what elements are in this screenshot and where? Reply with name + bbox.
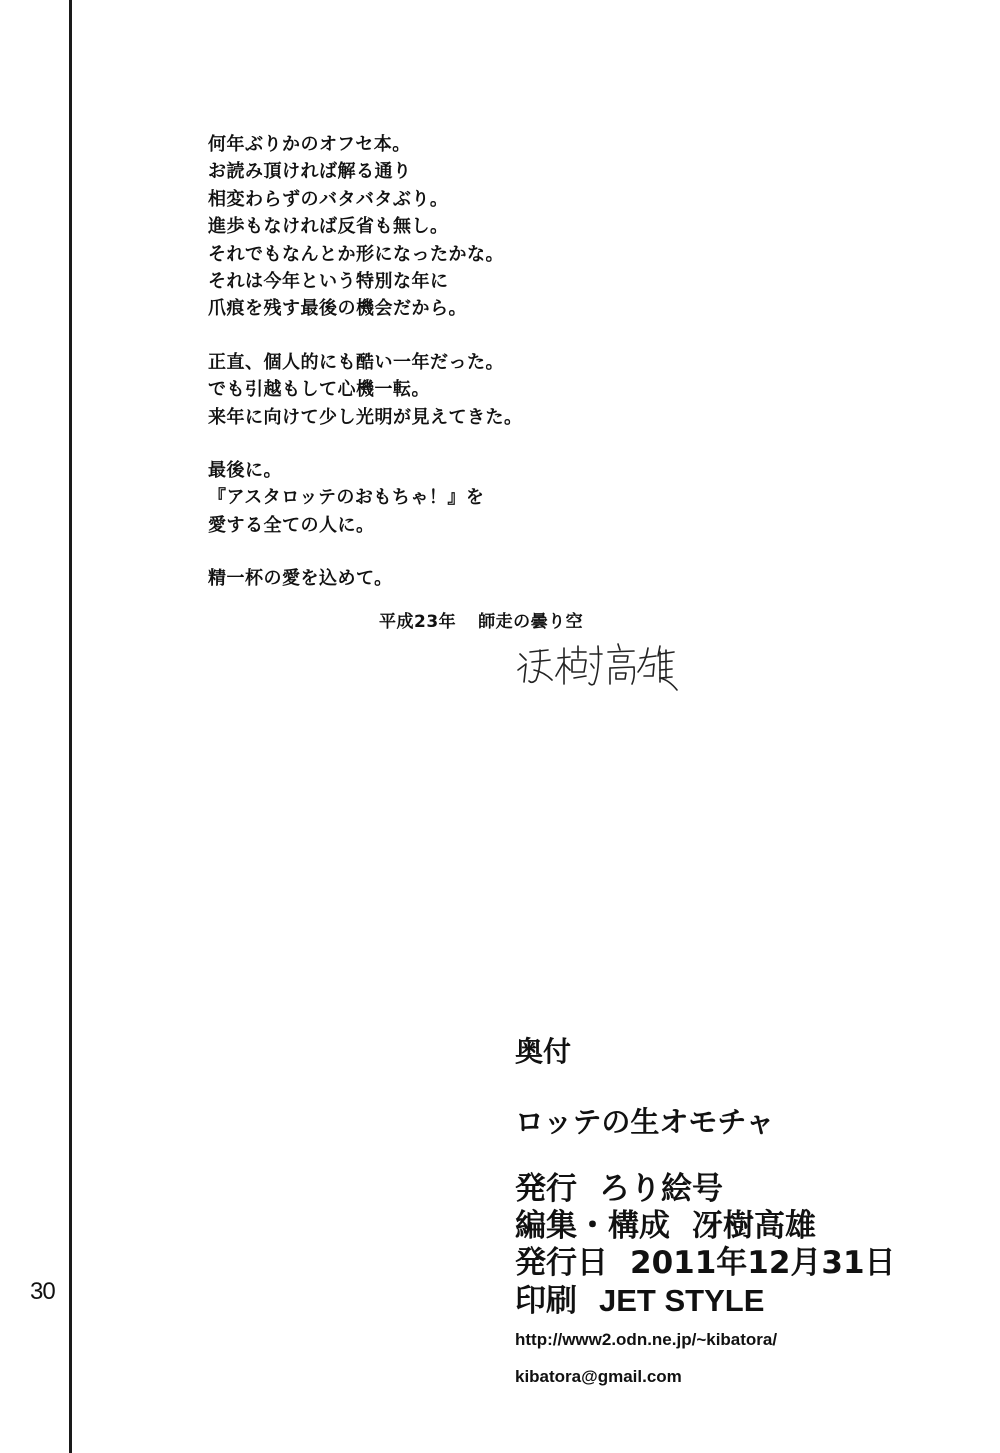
colophon-row-editor — [515, 1208, 896, 1245]
colophon-value: JET STYLE — [599, 1283, 765, 1318]
book-title: ロッテの生オモチャ — [515, 1105, 775, 1139]
afterword-line: 何年ぶりかのオフセ本。 — [208, 134, 411, 155]
contact-email: kibatora@gmail.com — [515, 1367, 682, 1386]
date-line — [379, 607, 583, 632]
afterword-paragraph-4 — [208, 565, 808, 592]
afterword-line: お読み頂ければ解る通り — [208, 161, 412, 183]
colophon-row-publisher — [515, 1171, 896, 1208]
afterword-line: それは今年という特別な年に — [208, 271, 449, 293]
afterword-line: 『アスタロッテのおもちゃ！』を — [208, 487, 485, 509]
colophon-heading: 奥付 — [515, 1035, 572, 1068]
afterword-line: 爪痕を残す最後の機会だから。 — [208, 298, 467, 320]
afterword-paragraph-2 — [208, 349, 808, 431]
colophon-label: 印刷 — [515, 1283, 577, 1319]
afterword-paragraph-3 — [208, 457, 808, 539]
afterword-line: 進歩もなければ反省も無し。 — [208, 216, 449, 238]
colophon-value: 2011年12月31日 — [630, 1245, 896, 1281]
margin-rule — [69, 0, 72, 1453]
afterword-line: 愛する全ての人に。 — [208, 514, 375, 536]
afterword-line: でも引越もして心機一転。 — [208, 379, 430, 401]
afterword-line: 精一杯の愛を込めて。 — [208, 568, 393, 590]
website-url: http://www2.odn.ne.jp/~kibatora/ — [515, 1330, 778, 1349]
colophon-info — [515, 1171, 896, 1320]
afterword-line: 来年に向けて少し光明が見えてきた。 — [208, 406, 523, 428]
afterword-paragraph-1 — [208, 131, 808, 323]
colophon-row-printer — [515, 1282, 896, 1320]
colophon-label: 発行 — [515, 1171, 577, 1207]
afterword-line: それでもなんとか形になったかな。 — [208, 243, 504, 265]
era-year: 平成23年 — [379, 612, 457, 632]
afterword-line: 相変わらずのバタバタぶり。 — [208, 188, 449, 210]
colophon-value: ろり絵号 — [599, 1171, 723, 1207]
colophon-value: 冴樹高雄 — [692, 1208, 816, 1244]
afterword-text — [208, 131, 808, 619]
page-number: 30 — [30, 1278, 55, 1305]
afterword-line: 最後に。 — [208, 460, 282, 482]
colophon-row-date — [515, 1245, 896, 1282]
colophon-label: 編集・構成 — [515, 1208, 670, 1244]
signature-image — [514, 640, 679, 696]
date-phrase: 師走の曇り空 — [478, 612, 584, 632]
colophon-label: 発行日 — [515, 1245, 608, 1281]
afterword-line: 正直、個人的にも酷い一年だった。 — [208, 351, 504, 373]
